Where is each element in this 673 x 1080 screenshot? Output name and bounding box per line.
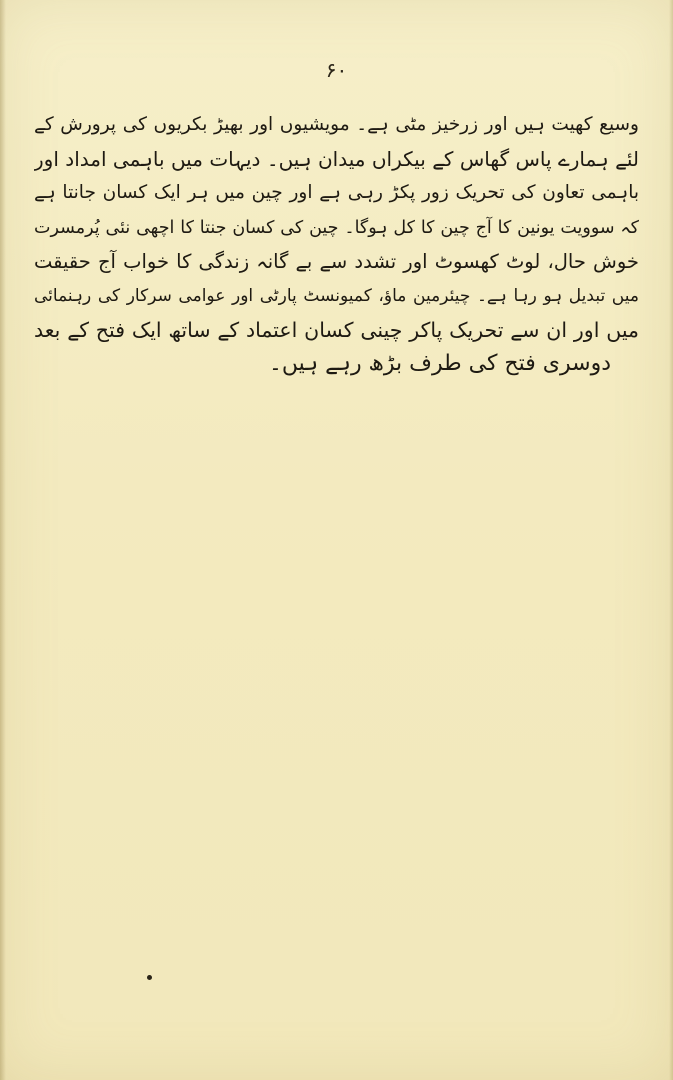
text-line: باہمی تعاون کی تحریک زور پکڑ رہی ہے اور چین میں ہر ایک کسان جانتا ہے bbox=[34, 182, 639, 204]
text-line: وسیع کھیت ہیں اور زرخیز مٹی ہے۔ مویشیوں اور بھیڑ بکریوں کی پرورش کے bbox=[34, 114, 639, 135]
text-line: میں اور ان سے تحریک پاکر چینی کسان اعتماد کے ساتھ ایک فتح کے بعد bbox=[34, 318, 639, 343]
page-edge-shadow-left bbox=[0, 0, 6, 1080]
text-line: خوش حال، لوٹ کھسوٹ اور تشدد سے بے گانہ زندگی کا خواب آج حقیقت bbox=[34, 249, 639, 273]
text-line: کہ سوویت یونین کا آج چین کا کل ہوگا۔ چین کی کسان جنتا کا اچھی نئی پُرمسرت bbox=[34, 217, 639, 238]
text-line: میں تبدیل ہو رہا ہے۔ چیئرمین ماؤ، کمیونسٹ پارٹی اور عوامی سرکار کی رہنمائی bbox=[34, 285, 639, 306]
page-edge-shadow-right bbox=[669, 0, 673, 1080]
body-paragraph bbox=[34, 108, 639, 382]
ink-speck bbox=[147, 975, 152, 980]
text-line: لئے ہمارے پاس گھاس کے بیکراں میدان ہیں۔ دیہات میں باہمی امداد اور bbox=[34, 147, 639, 172]
page-number: ۶۰ bbox=[325, 58, 348, 82]
text-line: دوسری فتح کی طرف بڑھ رہے ہیں۔ bbox=[269, 351, 611, 377]
